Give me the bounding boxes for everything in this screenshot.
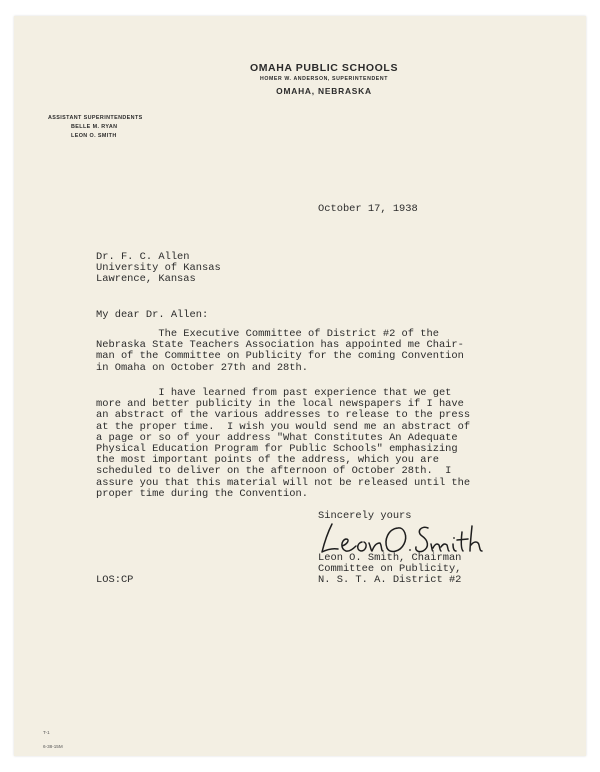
letter-date: October 17, 1938 — [318, 203, 418, 215]
assistant-name-ryan: BELLE M. RYAN — [71, 124, 118, 130]
recipient-address — [96, 252, 221, 286]
recipient-line: Lawrence, Kansas — [96, 273, 196, 286]
assistant-name-smith: LEON O. SMITH — [71, 133, 117, 139]
recipient-line: Dr. F. C. Allen — [96, 251, 190, 263]
signer-line: Leon O. Smith, Chairman — [318, 552, 462, 564]
letter-page — [14, 16, 586, 756]
signer-line: N. S. T. A. District #2 — [318, 574, 462, 587]
letterhead-city: OMAHA, NEBRASKA — [276, 86, 372, 96]
body-paragraph-1: The Executive Committee of District #2 of the Nebraska State Teachers Association has appointed me Chair- man of the Committee on Publicity for the coming Convention in Omaha on October 27th and 28th. — [96, 328, 464, 374]
reference-initials: LOS:CP — [96, 574, 134, 586]
letterhead-superintendent: HOMER W. ANDERSON, SUPERINTENDENT — [260, 76, 388, 82]
signature-block — [318, 553, 461, 587]
body-paragraph-2: I have learned from past experience that we get more and better publicity in the local newspapers if I have an abstract of the various addresses to release to the press at the proper time. I wish you would send me an abstract of a page or so of your address "What Constitutes An Adequate Physical Education Program for Public Schools" emphasizing the most important points of the address, which you are scheduled to deliver on the afternoon of October 28th. I assure you that this material will not be released until the proper time during the Convention. — [96, 387, 471, 500]
print-code: 6-38-15M — [43, 744, 63, 749]
salutation: My dear Dr. Allen: — [96, 309, 209, 321]
letterhead-organization: OMAHA PUBLIC SCHOOLS — [249, 62, 399, 74]
closing: Sincerely yours — [318, 510, 412, 522]
recipient-line: University of Kansas — [96, 262, 221, 275]
signer-line: Committee on Publicity, — [318, 563, 462, 576]
assistant-superintendents-title: ASSISTANT SUPERINTENDENTS — [48, 115, 143, 121]
form-code: T-1 — [43, 730, 50, 735]
